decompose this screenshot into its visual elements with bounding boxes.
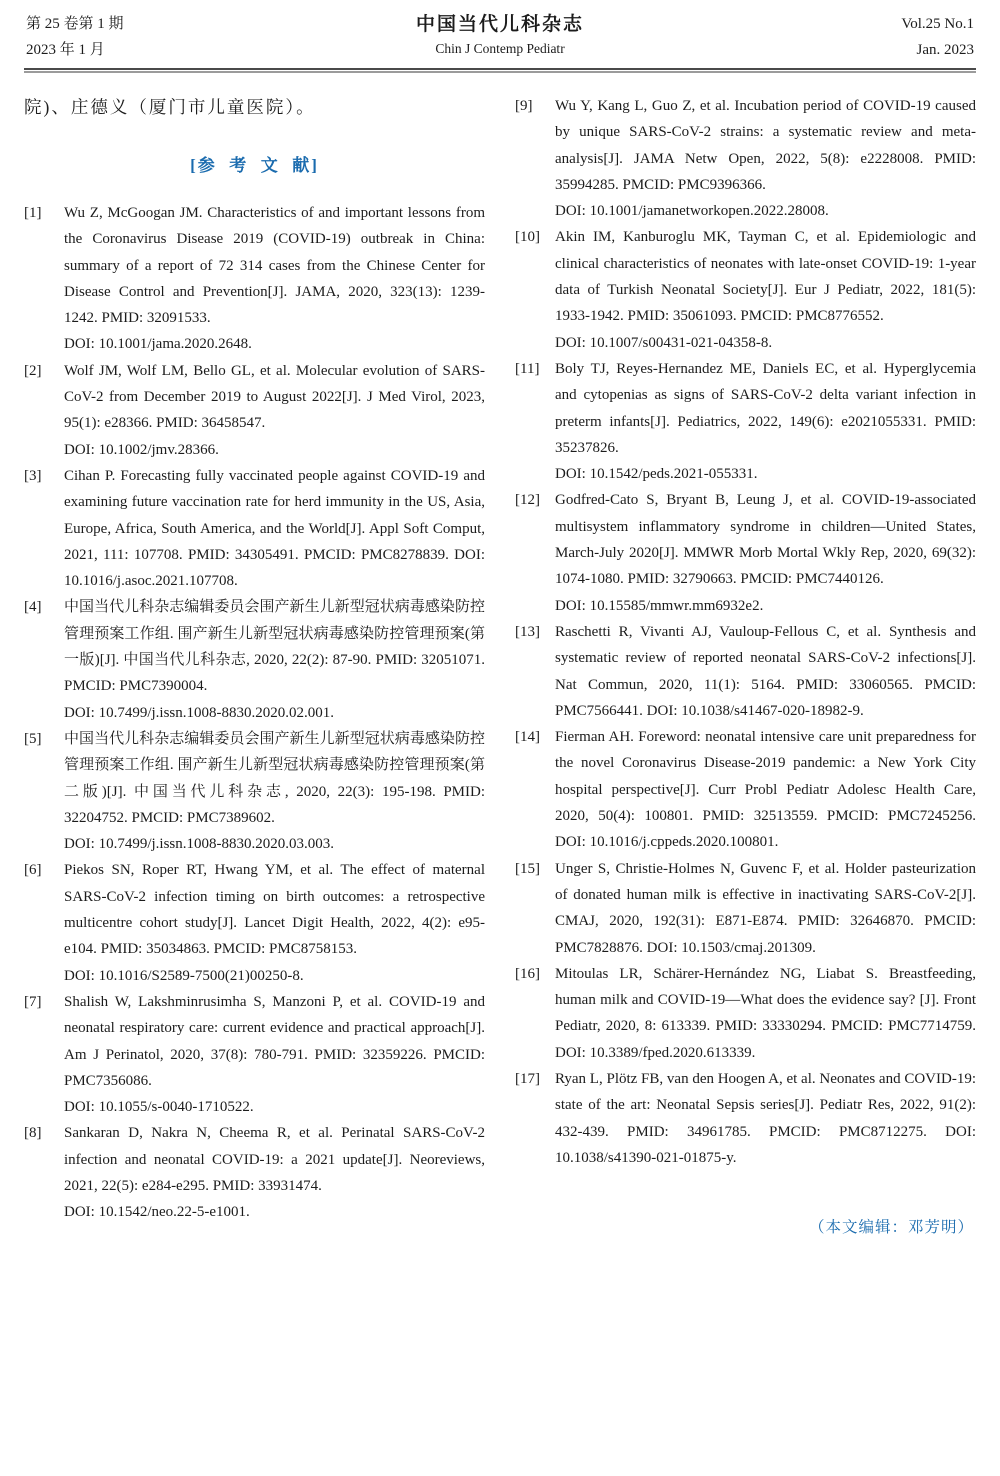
reference-number: [1]: [24, 205, 42, 221]
reference-text: [555, 1066, 976, 1171]
reference-item: [515, 619, 976, 724]
reference-text: [64, 857, 485, 988]
reference-citation: Piekos SN, Roper RT, Hwang YM, et al. The effect of maternal SARS-CoV-2 infection timing on birth outcomes: a retrospective multicentre cohort study[J]. Lancet Digit Health, 2022, 4(2): e95-e104. PMID: 35034863. PMCID: PMC8758153.: [64, 862, 485, 958]
right-column: [515, 93, 976, 1237]
reference-number: [11]: [515, 360, 540, 377]
reference-item: [24, 726, 485, 857]
reference-doi: DOI: 10.1542/neo.22-5-e1001.: [64, 1204, 250, 1221]
editor-note: （本文编辑：邓芳明）: [808, 1219, 974, 1237]
references-column-right: [515, 93, 976, 1171]
reference-item: [515, 356, 976, 487]
reference-text: [64, 1120, 485, 1225]
reference-item: [24, 857, 485, 988]
reference-number: [9]: [515, 98, 533, 114]
reference-item: [24, 358, 485, 463]
date-en: Jan. 2023: [916, 42, 974, 58]
reference-number: [16]: [515, 965, 540, 982]
reference-item: [515, 724, 976, 855]
header-journal-title: [246, 12, 754, 60]
reference-number: [14]: [515, 729, 540, 746]
reference-number: [15]: [515, 860, 540, 877]
reference-item: [515, 1066, 976, 1171]
reference-doi: DOI: 10.7499/j.issn.1008-8830.2020.02.001.: [64, 704, 334, 721]
reference-item: [515, 224, 976, 355]
reference-text: [555, 224, 976, 355]
reference-number: [17]: [515, 1070, 540, 1087]
reference-text: [555, 487, 976, 618]
reference-text: [64, 200, 485, 358]
volume-issue-en: Vol.25 No.1: [901, 16, 974, 32]
reference-number: [7]: [24, 993, 42, 1010]
reference-text: [64, 989, 485, 1120]
reference-item: [515, 93, 976, 224]
reference-citation: Wolf JM, Wolf LM, Bello GL, et al. Molecular evolution of SARS-CoV-2 from December 2019 to August 2022[J]. J Med Virol, 2023, 95(1): e28366. PMID: 36458547.: [64, 362, 485, 432]
reference-item: [24, 989, 485, 1120]
reference-item: [515, 487, 976, 618]
reference-item: [515, 961, 976, 1066]
reference-text: [64, 358, 485, 463]
reference-citation: Raschetti R, Vivanti AJ, Vauloup-Fellous C, et al. Synthesis and systematic review of reported neonatal SARS-CoV-2 infections[J]. Nat Commun, 2020, 11(1): 5164. PMID: 33060565. PMCID: PMC7566441. DOI: 10.1038/s41467-020-18982-9.: [555, 623, 976, 719]
header-double-rule: [24, 68, 976, 73]
reference-doi: DOI: 10.1001/jama.2020.2648.: [64, 336, 252, 353]
reference-number: [3]: [24, 467, 42, 484]
reference-text: [64, 726, 485, 857]
references-heading: [参 考 文 献]: [190, 156, 319, 175]
reference-citation: Ryan L, Plötz FB, van den Hoogen A, et al. Neonates and COVID-19: state of the art: Neonatal Sepsis series[J]. Pediatr Res, 2022, 91(2): 432-439. PMID: 34961785. PMCID: PMC8712275. DOI: 10.1038/s41390-021-01875-y.: [555, 1070, 976, 1166]
reference-doi: DOI: 10.1001/jamanetworkopen.2022.28008.: [555, 203, 829, 220]
reference-text: [555, 724, 976, 855]
two-column-body: [24, 93, 976, 1237]
reference-text: [64, 463, 485, 594]
reference-text: [555, 356, 976, 487]
reference-text: [555, 619, 976, 724]
volume-issue-cn: 第 25 卷第 1 期: [26, 16, 124, 32]
reference-citation: Godfred-Cato S, Bryant B, Leung J, et al. COVID-19-associated multisystem inflammatory syndrome in children—United States, March-July 2020[J]. MMWR Morb Mortal Wkly Rep, 2020, 69(32): 1074-1080. PMID: 32790663. PMCID: PMC7440126.: [555, 492, 976, 588]
left-column: [24, 93, 485, 1237]
header-volume-info: [754, 12, 974, 62]
reference-text: [64, 594, 485, 725]
reference-number: [6]: [24, 862, 42, 879]
reference-citation: Akin IM, Kanburoglu MK, Tayman C, et al. Epidemiologic and clinical characteristics of neonates with late-onset COVID-19: 1-year data of Turkish Neonatal Society[J]. Eur J Pediatr, 2022, 181(5): 1933-1942. PMID: 35061093. PMCID: PMC8776552.: [555, 229, 976, 325]
journal-header: [24, 10, 976, 68]
reference-text: [555, 961, 976, 1066]
reference-citation: Fierman AH. Foreword: neonatal intensive care unit preparedness for the novel Coronavirus Disease-2019 pandemic: a New York City hospital perspective[J]. Curr Probl Pediatr Adolesc Health Care, 2020, 50(4): 100801. PMID: 32513559. PMCID: PMC7245256. DOI: 10.1016/j.cppeds.2020.100801.: [555, 729, 976, 851]
reference-citation: Wu Z, McGoogan JM. Characteristics of and important lessons from the Coronavirus Disease 2019 (COVID-19) outbreak in China: summary of a report of 72 314 cases from the Chinese Center for Disease Control and Prevention[J]. JAMA, 2020, 323(13): 1239-1242. PMID: 32091533.: [64, 205, 485, 327]
reference-citation: Mitoulas LR, Schärer-Hernández NG, Liabat S. Breastfeeding, human milk and COVID-19—What does the evidence say? [J]. Front Pediatr, 2020, 8: 613339. PMID: 33330294. PMCID: PMC7714759. DOI: 10.3389/fped.2020.613339.: [555, 965, 976, 1061]
reference-citation: Boly TJ, Reyes-Hernandez ME, Daniels EC, et al. Hyperglycemia and cytopenias as signs of SARS-CoV-2 delta variant infection in preterm infants[J]. Pediatrics, 2022, 149(6): e2021055331. PMID: 35237826.: [555, 360, 976, 456]
journal-title-en: Chin J Contemp Pediatr: [435, 41, 565, 56]
reference-number: [8]: [24, 1125, 42, 1142]
reference-citation: Sankaran D, Nakra N, Cheema R, et al. Perinatal SARS-CoV-2 infection and neonatal COVID-19: a 2021 update[J]. Neoreviews, 2021, 22(5): e284-e295. PMID: 33931474.: [64, 1125, 485, 1194]
reference-number: [5]: [24, 730, 42, 747]
reference-item: [515, 856, 976, 961]
journal-title-cn: 中国当代儿科杂志: [415, 14, 584, 35]
reference-text: [555, 856, 976, 961]
reference-doi: DOI: 10.7499/j.issn.1008-8830.2020.03.003.: [64, 836, 334, 853]
reference-number: [2]: [24, 362, 42, 379]
reference-citation: 中国当代儿科杂志编辑委员会围产新生儿新型冠状病毒感染防控管理预案工作组. 围产新生儿新型冠状病毒感染防控管理预案(第一版)[J]. 中国当代儿科杂志, 2020, 22(2): 87-90. PMID: 32051071. PMCID: PMC7390004.: [64, 599, 485, 695]
reference-citation: Wu Y, Kang L, Guo Z, et al. Incubation period of COVID-19 caused by unique SARS-CoV-2 strains: a systematic review and meta-analysis[J]. JAMA Netw Open, 2022, 5(8): e2228008. PMID: 35994285. PMCID: PMC9396366.: [555, 98, 976, 193]
reference-item: [24, 200, 485, 358]
reference-item: [24, 463, 485, 594]
reference-number: [4]: [24, 599, 42, 616]
reference-citation: Unger S, Christie-Holmes N, Guvenc F, et al. Holder pasteurization of donated human milk is effective in inactivating SARS-CoV-2[J]. CMAJ, 2020, 192(31): E871-E874. PMID: 32646870. PMCID: PMC7828876. DOI: 10.1503/cmaj.201309.: [555, 860, 976, 956]
header-issue-info: [26, 12, 246, 62]
reference-doi: DOI: 10.1016/S2589-7500(21)00250-8.: [64, 967, 304, 984]
reference-number: [13]: [515, 623, 540, 640]
reference-doi: DOI: 10.1007/s00431-021-04358-8.: [555, 334, 773, 351]
reference-number: [10]: [515, 229, 540, 246]
reference-doi: DOI: 10.15585/mmwr.mm6932e2.: [555, 597, 764, 614]
reference-doi: DOI: 10.1055/s-0040-1710522.: [64, 1099, 254, 1116]
reference-item: [24, 594, 485, 725]
reference-doi: DOI: 10.1542/peds.2021-055331.: [555, 466, 758, 483]
reference-citation: Shalish W, Lakshminrusimha S, Manzoni P, et al. COVID-19 and neonatal respiratory care: current evidence and practical approach[J]. Am J Perinatol, 2020, 37(8): 780-791. PMID: 32359226. PMCID: PMC7356086.: [64, 993, 485, 1089]
reference-number: [12]: [515, 492, 540, 509]
reference-citation: 中国当代儿科杂志编辑委员会围产新生儿新型冠状病毒感染防控管理预案工作组. 围产新生儿新型冠状病毒感染防控管理预案(第二版)[J]. 中国当代儿科杂志, 2020, 22(3): 195-198. PMID: 32204752. PMCID: PMC7389602.: [64, 730, 485, 826]
reference-text: [555, 93, 976, 224]
references-column-left: [24, 200, 485, 1226]
reference-item: [24, 1120, 485, 1225]
intro-paragraph: 院)、庄德义（厦门市儿童医院）。: [24, 97, 316, 117]
date-cn: 2023 年 1 月: [26, 42, 105, 58]
reference-doi: DOI: 10.1002/jmv.28366.: [64, 441, 219, 458]
reference-citation: Cihan P. Forecasting fully vaccinated people against COVID-19 and examining future vaccination rate for herd immunity in the US, Asia, Europe, Africa, South America, and the World[J]. Appl Soft Comput, 2021, 111: 107708. PMID: 34305491. PMCID: PMC8278839. DOI: 10.1016/j.asoc.2021.107708.: [64, 467, 485, 590]
